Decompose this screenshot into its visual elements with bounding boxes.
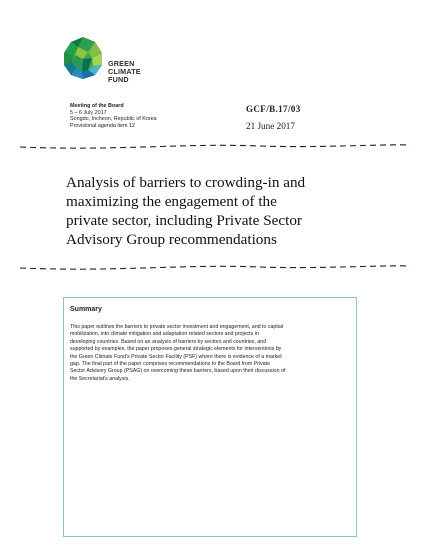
summary-line: the Green Climate Fund's Private Sector Facility (PSF) where there is evidence of a market: [70, 353, 282, 360]
summary-text: [70, 324, 356, 383]
logo-line-green: GREEN: [108, 59, 135, 68]
document-code: GCF/B.17/03: [246, 104, 301, 114]
meeting-heading: Meeting of the Board: [70, 103, 124, 109]
logo-line-climate: CLIMATE: [108, 67, 141, 76]
summary-line: This paper outlines the barriers to private sector investment and engagement, and to capital: [70, 324, 284, 330]
summary-line: supported by examples, the paper proposes general strategic elements for interventions by: [70, 346, 282, 353]
meeting-location: Songdo, Incheon, Republic of Korea: [70, 116, 157, 123]
title-line: Analysis of barriers to crowding-in and: [66, 174, 306, 191]
meeting-agenda-item: Provisional agenda item 12: [70, 122, 136, 129]
logo-line-fund: FUND: [108, 75, 129, 84]
summary-heading: Summary: [70, 306, 102, 313]
title-line: Advisory Group recommendations: [66, 231, 277, 248]
summary-line: Sector Advisory Group (PSAG) on overcoming these barriers, based upon their discussion of: [70, 368, 286, 375]
summary-box: [63, 297, 357, 537]
meeting-info: [70, 103, 220, 129]
summary-line: developing countries. Based on an analysis of barriers by sectors and countries, and: [70, 338, 267, 345]
wave-divider-top: [0, 142, 425, 152]
summary-line: mobilization, into climate mitigation and adaptation related sectors and projects in: [70, 331, 259, 338]
title-line: private sector, including Private Sector: [66, 212, 302, 229]
wave-divider-bottom: [0, 263, 425, 273]
summary-line: gap. The final part of the paper comprises recommendations to the Board from Private: [70, 361, 271, 368]
green-climate-fund-logo: [62, 36, 141, 96]
globe-logo-icon: [62, 36, 104, 80]
title-line: maximizing the engagement of the: [66, 193, 277, 210]
document-date: 21 June 2017: [246, 121, 295, 131]
document-title: [66, 173, 366, 249]
document-reference: [246, 104, 366, 131]
logo-wordmark: [108, 60, 141, 84]
meeting-dates: 5 – 6 July 2017: [70, 109, 107, 116]
summary-line: the Secretariat's analysis.: [70, 375, 130, 382]
